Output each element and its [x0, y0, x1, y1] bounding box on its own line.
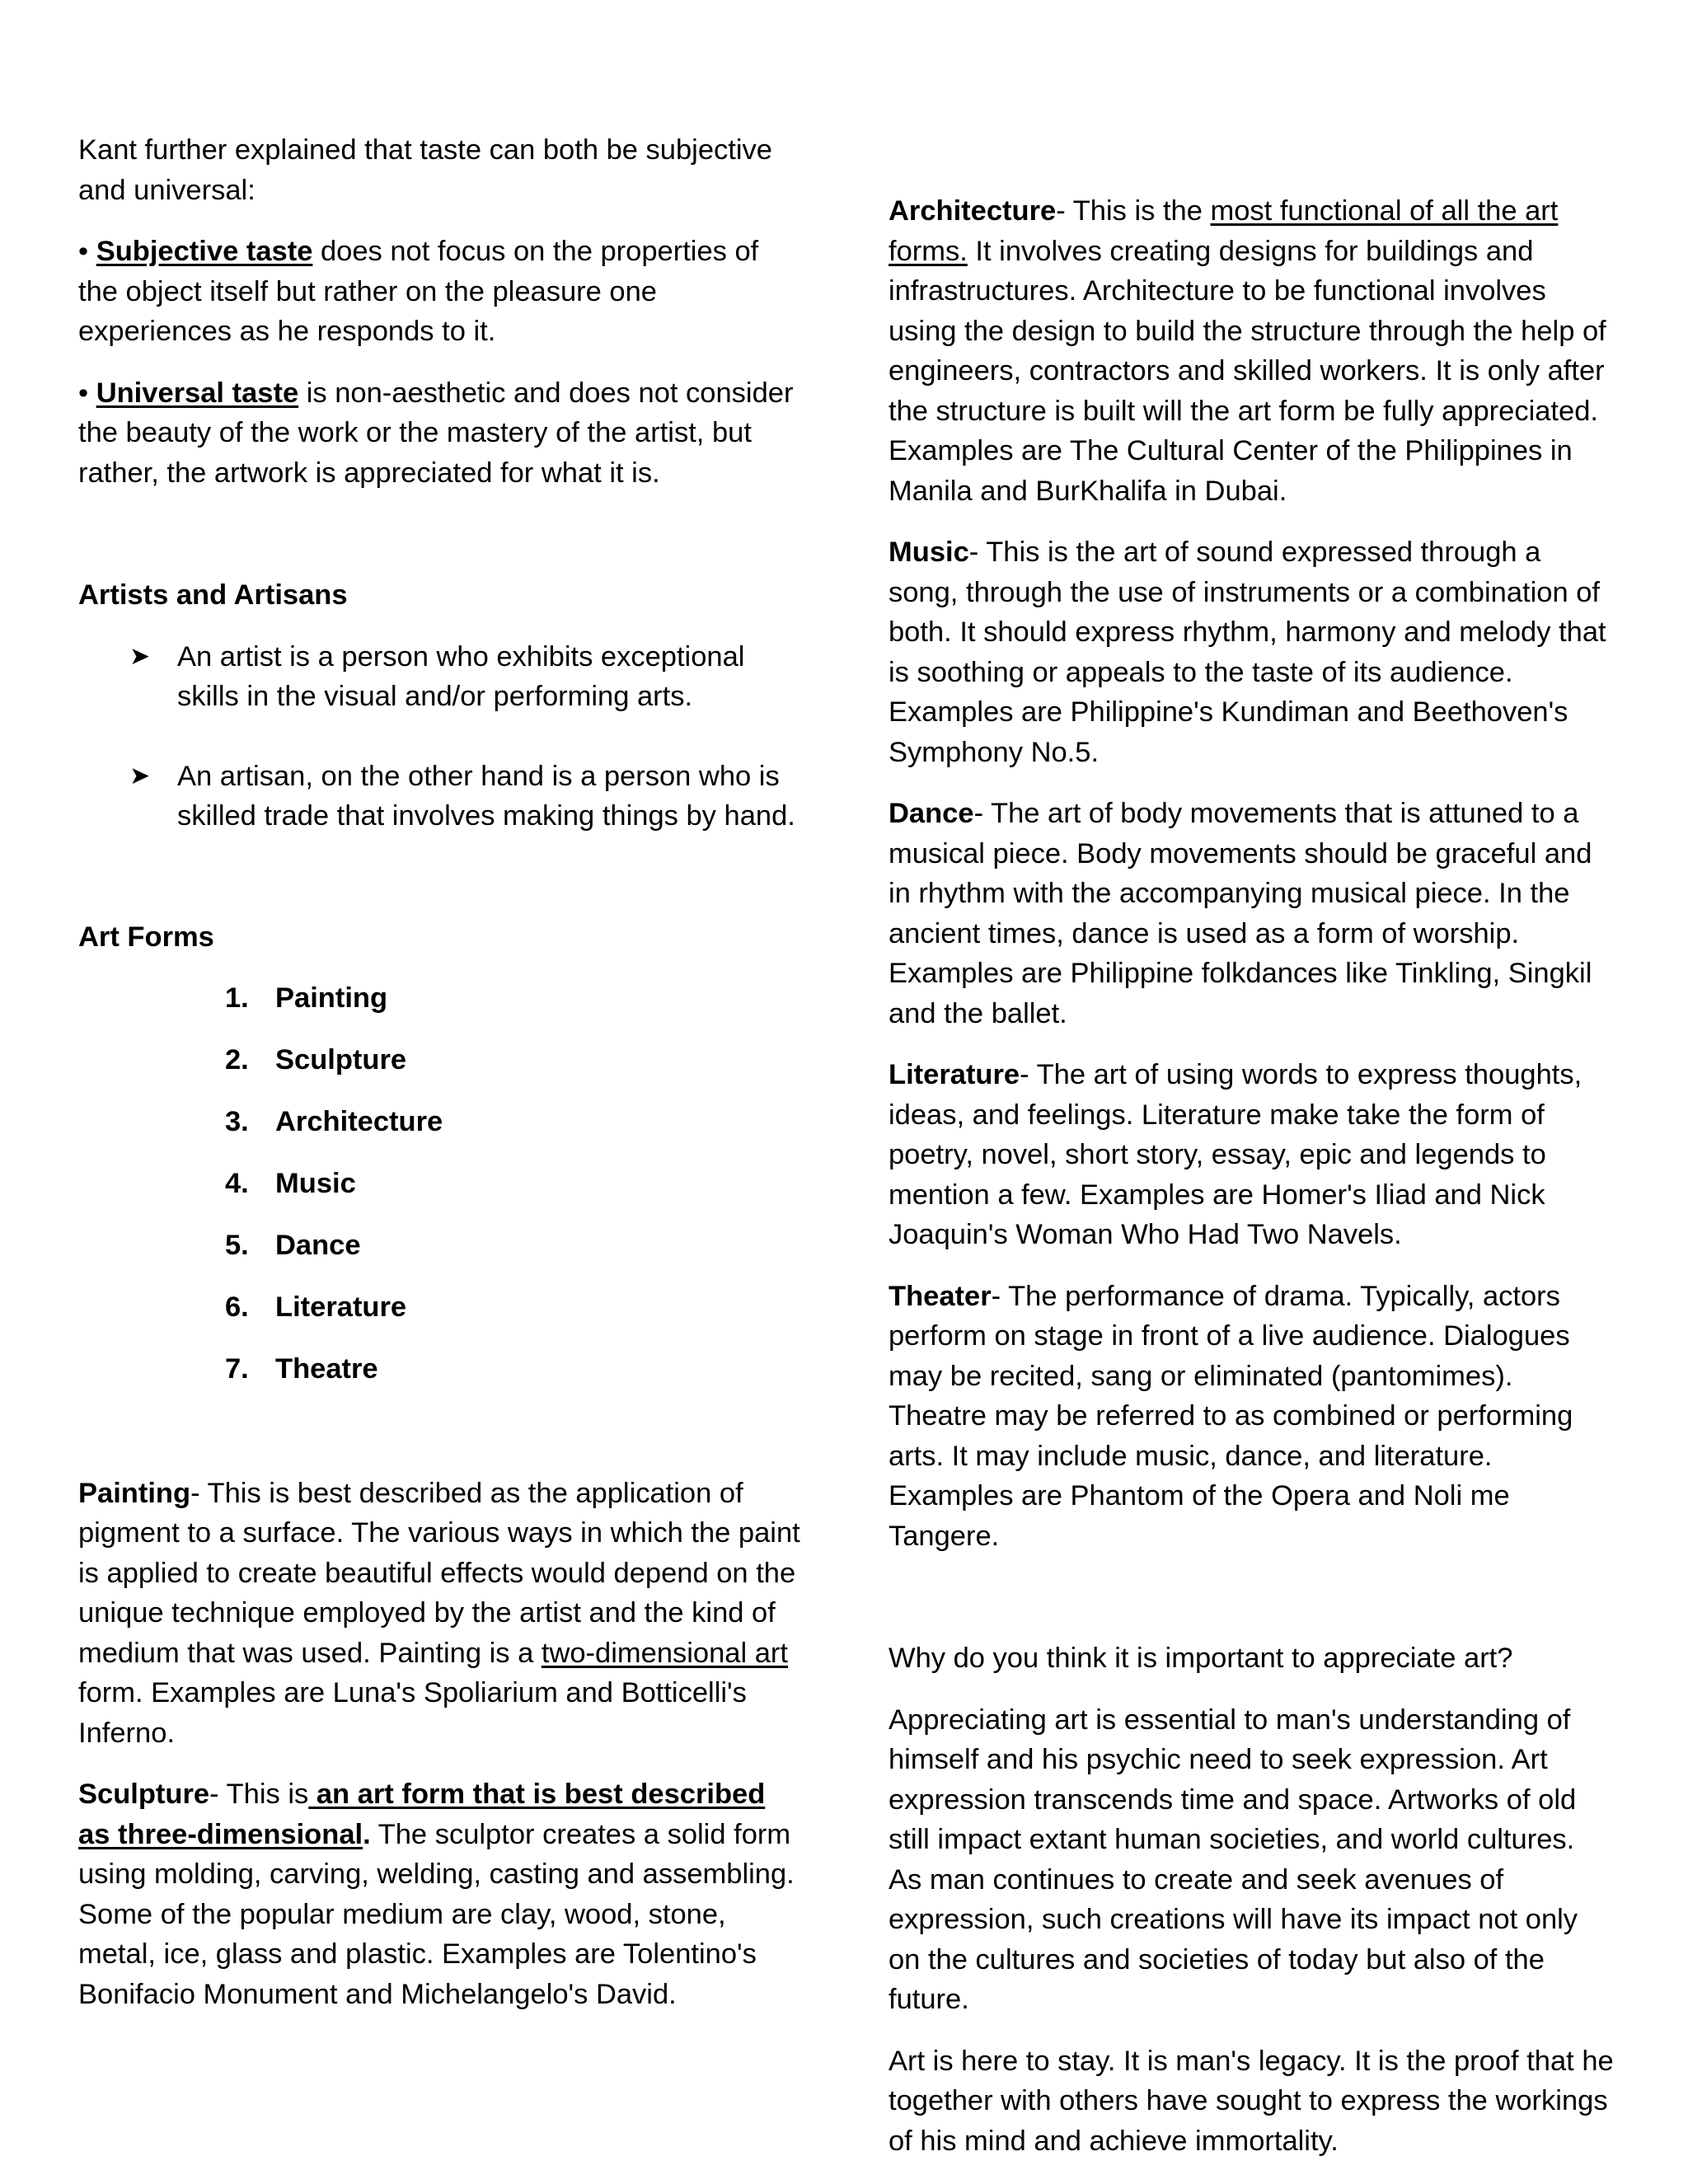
dance-paragraph: Dance- The art of body movements that is attuned to a musical piece. Body movements should be graceful and in rhythm with the accompanying musical piece. In the ancient times, dance is used as a form of worship. Examples are Philippine folkdances like Tinkling, Singkil and the ballet. — [889, 798, 1592, 1029]
list-item: 6. Literature — [225, 1291, 407, 1323]
list-item — [78, 757, 804, 837]
answer-paragraph-2: Art is here to stay. It is man's legacy. It is the proof that he together with others have sought to express the workings of his mind and achieve immortality. — [889, 2045, 1614, 2157]
painting-paragraph: Painting- This is best described as the application of pigment to a surface. The various ways in which the paint is applied to create beautiful effects would depend on the unique technique employed by the artist and the kind of medium that was used. Painting is a two-dimensional art form. Examples are Luna's Spoliarium and Botticelli's Inferno. — [78, 1477, 800, 1749]
architecture-paragraph: Architecture- This is the most functional of all the art forms. It involves creating designs for buildings and infrastructures. Architecture to be functional involves using the design to build the structure through the help of engineers, contractors and skilled workers. It is only after the structure is built will the art form be fully appreciated. Examples are The Cultural Center of the Philippines in Manila and BurKhalifa in Dubai. — [889, 195, 1606, 507]
list-item — [78, 637, 804, 717]
music-paragraph: Music- This is the art of sound expressed through a song, through the use of instruments or a combination of both. It should express rhythm, harmony and melody that is soothing or appeals to the taste of its audience. Examples are Philippine's Kundiman and Beethoven's Symphony No.5. — [889, 537, 1606, 768]
artists-artisans-heading: Artists and Artisans — [78, 579, 348, 611]
art-forms-heading: Art Forms — [78, 921, 214, 953]
theater-term: Theater — [889, 1280, 992, 1312]
list-item-text: An artisan, on the other hand is a person who is skilled trade that involves making things by hand. — [177, 760, 795, 832]
list-item: 1. Painting — [225, 982, 388, 1014]
music-term: Music — [889, 537, 969, 568]
artists-list — [78, 637, 804, 837]
arrow-bullet-icon: ➤ — [129, 762, 151, 790]
right-column — [889, 191, 1614, 2182]
question-paragraph: Why do you think it is important to appreciate art? — [889, 1643, 1513, 1674]
intro-paragraph: Kant further explained that taste can both be subjective and universal: — [78, 134, 772, 206]
bullet: • — [78, 377, 89, 409]
universal-taste-text: is non-aesthetic and does not consider the beauty of the work or the mastery of the artist, but rather, the artwork is appreciated for what it is. — [78, 377, 794, 489]
list-item: 7. Theatre — [225, 1353, 378, 1385]
universal-taste-term: Universal taste — [96, 377, 299, 409]
sculpture-term: Sculpture — [78, 1779, 210, 1810]
dance-term: Dance — [889, 798, 974, 829]
subjective-taste-term: Subjective taste — [96, 236, 313, 267]
architecture-term: Architecture — [889, 195, 1057, 227]
answer-paragraph-1: Appreciating art is essential to man's understanding of himself and his psychic need to seek expression. Art expression transcends time and space. Artworks of old still impact extant human societies, and world cultures. As man continues to create and seek avenues of expression, such creations will have its impact not only on the cultures and societies of today but also of the future. — [889, 1704, 1578, 2015]
literature-term: Literature — [889, 1059, 1020, 1090]
theater-paragraph: Theater- The performance of drama. Typically, actors perform on stage in front of a live audience. Dialogues may be recited, sang or eliminated (pantomimes). Theatre may be referred to as combined or performing arts. It may include music, dance, and literature. Examples are Phantom of the Opera and Noli me Tangere. — [889, 1280, 1573, 1552]
bullet: • — [78, 236, 89, 267]
list-item-text: An artist is a person who exhibits exceptional skills in the visual and/or performing arts. — [177, 640, 745, 712]
three-dimensional-highlight: an art form that is best described as three-dimensional — [78, 1779, 766, 1850]
literature-paragraph: Literature- The art of using words to express thoughts, ideas, and feelings. Literature make take the form of poetry, novel, short story, essay, epic and legends to mention a few. Examples are Homer's Iliad and Nick Joaquin's Woman Who Had Two Navels. — [889, 1059, 1582, 1250]
list-item: 4. Music — [225, 1168, 356, 1199]
subjective-taste-text: does not focus on the properties of the object itself but rather on the pleasure one experiences as he responds to it. — [78, 236, 759, 347]
sculpture-paragraph: Sculpture- This is an art form that is best described as three-dimensional. The sculptor creates a solid form using molding, carving, welding, casting and assembling. Some of the popular medium are clay, wood, stone, metal, ice, glass and plastic. Examples are Tolentino's Bonifacio Monument and Michelangelo's David. — [78, 1779, 795, 2010]
list-item: 3. Architecture — [225, 1106, 443, 1137]
arrow-bullet-icon: ➤ — [129, 642, 151, 670]
list-item: 5. Dance — [225, 1230, 361, 1261]
painting-term: Painting — [78, 1477, 191, 1509]
universal-taste-paragraph — [78, 373, 804, 494]
left-column — [78, 130, 804, 2036]
most-functional-highlight: most functional of all the art forms. — [889, 195, 1559, 267]
list-item: 2. Sculpture — [225, 1044, 407, 1076]
subjective-taste-paragraph — [78, 232, 804, 352]
two-dimensional-highlight: two-dimensional art — [541, 1637, 789, 1669]
art-forms-list — [78, 978, 804, 1390]
